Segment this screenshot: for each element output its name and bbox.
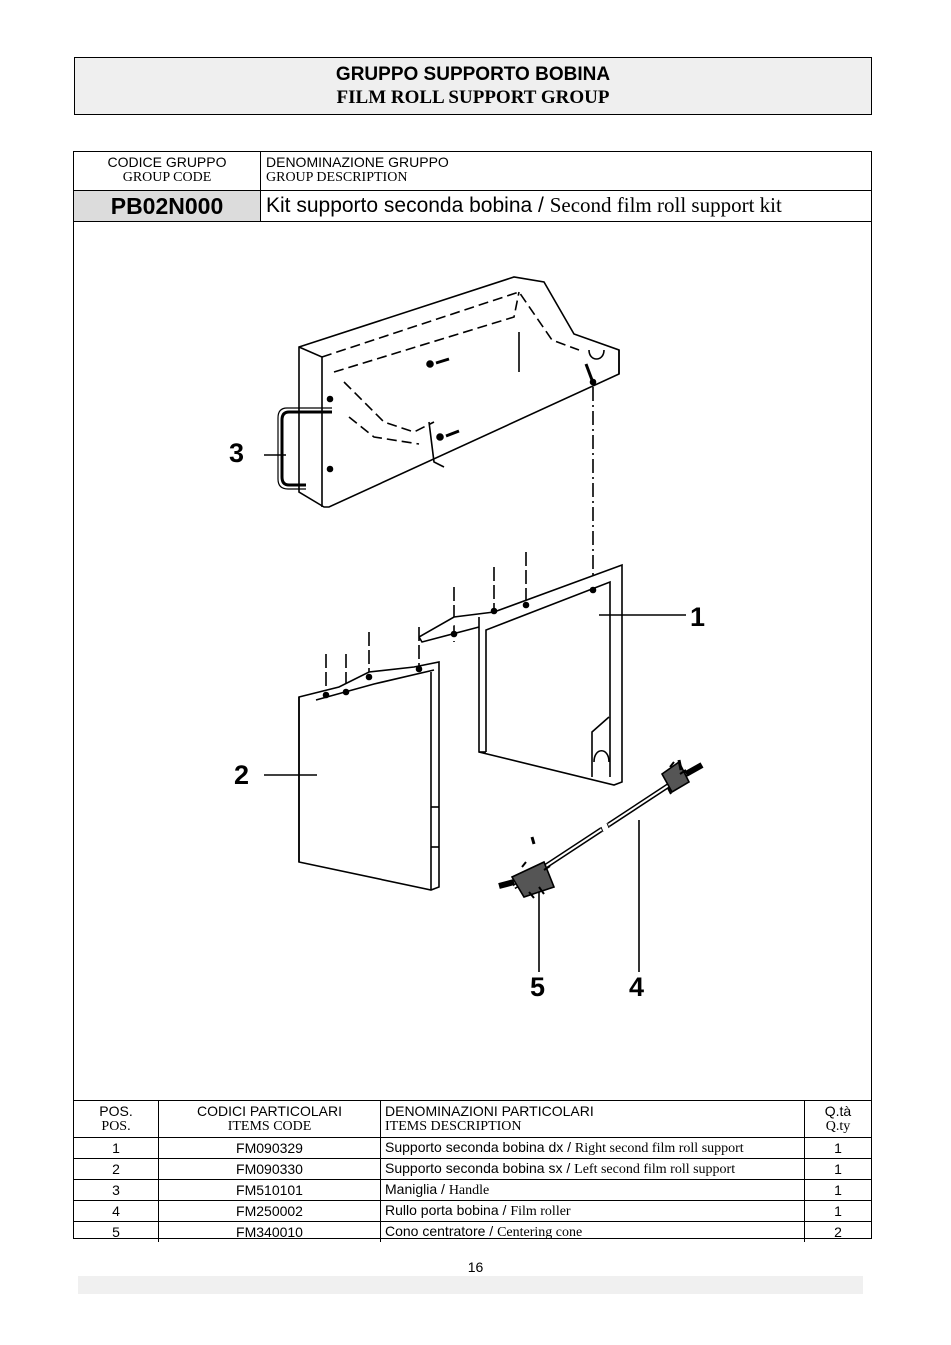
part-description-en: Film roller [510, 1204, 571, 1219]
part-pos: 1 [74, 1138, 159, 1159]
part-qty: 1 [805, 1180, 872, 1201]
part-code: FM510101 [159, 1180, 381, 1201]
part-description [381, 1201, 805, 1222]
parts-sheet [73, 151, 872, 1239]
part-description-it: Supporto seconda bobina sx / [385, 1160, 575, 1176]
part-description-en: Left second film roll support [574, 1162, 736, 1177]
callout-1: 1 [690, 602, 706, 632]
part-code: FM090329 [159, 1138, 381, 1159]
table-row [74, 1159, 871, 1180]
part-code: FM090330 [159, 1159, 381, 1180]
left-support-panel-drawing [299, 662, 439, 890]
callout-3: 3 [229, 438, 245, 468]
part-description [381, 1159, 805, 1180]
part-pos: 5 [74, 1222, 159, 1243]
part-qty: 1 [805, 1159, 872, 1180]
table-row [74, 1201, 871, 1222]
part-code: FM250002 [159, 1201, 381, 1222]
part-description-en: Handle [448, 1183, 490, 1198]
top-frame-drawing [278, 277, 619, 507]
qty-header-it: Q.tà [824, 1103, 852, 1119]
part-pos: 3 [74, 1180, 159, 1201]
part-description [381, 1180, 805, 1201]
part-description [381, 1222, 805, 1243]
page-number: 16 [467, 1259, 484, 1275]
part-description-it: Cono centratore / [385, 1223, 498, 1239]
group-header-row [74, 152, 871, 191]
group-description-it: Kit supporto seconda bobina / [266, 194, 550, 217]
pos-header [74, 1101, 159, 1138]
part-description-it: Supporto seconda bobina dx / [385, 1139, 575, 1155]
part-code: FM340010 [159, 1222, 381, 1243]
part-description-it: Rullo porta bobina / [385, 1202, 511, 1218]
table-row [74, 1222, 871, 1243]
qty-header-en: Q.ty [825, 1119, 851, 1134]
desc-header [381, 1101, 805, 1138]
group-description-en: Second film roll support kit [549, 193, 782, 217]
group-desc-label-it: DENOMINAZIONE GRUPPO [266, 154, 449, 170]
pos-header-en: POS. [101, 1119, 131, 1134]
code-header-it: CODICI PARTICOLARI [197, 1103, 342, 1119]
part-qty: 2 [805, 1222, 872, 1243]
exploded-view-drawing [74, 222, 871, 1100]
parts-table [74, 1100, 871, 1242]
desc-header-en: ITEMS DESCRIPTION [385, 1119, 522, 1134]
part-qty: 1 [805, 1138, 872, 1159]
group-description [262, 191, 871, 221]
group-desc-header [262, 152, 871, 190]
part-qty: 1 [805, 1201, 872, 1222]
group-code-label-en: GROUP CODE [122, 170, 212, 185]
callout-5: 5 [530, 972, 546, 1002]
group-code-label-it: CODICE GRUPPO [107, 154, 227, 170]
desc-header-it: DENOMINAZIONI PARTICOLARI [385, 1103, 594, 1119]
pos-header-it: POS. [99, 1103, 133, 1119]
callout-4: 4 [629, 972, 645, 1002]
table-row [74, 1138, 871, 1159]
group-code-row [74, 191, 871, 222]
callout-2: 2 [234, 760, 250, 790]
table-row [74, 1180, 871, 1201]
group-code-header [74, 152, 261, 190]
part-description-en: Centering cone [497, 1225, 583, 1240]
page-title-box [74, 57, 872, 115]
page-title-italian: GRUPPO SUPPORTO BOBINA [335, 64, 611, 85]
qty-header [805, 1101, 872, 1138]
code-header-en: ITEMS CODE [227, 1119, 312, 1134]
footer-bar [78, 1276, 863, 1294]
part-description-en: Right second film roll support [574, 1141, 744, 1156]
part-pos: 2 [74, 1159, 159, 1180]
part-pos: 4 [74, 1201, 159, 1222]
group-code: PB02N000 [74, 191, 261, 221]
right-support-panel-drawing [419, 565, 622, 785]
exploded-view-illustration [74, 222, 871, 1100]
page-title-english: FILM ROLL SUPPORT GROUP [336, 87, 610, 108]
part-description [381, 1138, 805, 1159]
part-description-it: Maniglia / [385, 1181, 449, 1197]
code-header [159, 1101, 381, 1138]
group-desc-label-en: GROUP DESCRIPTION [266, 170, 408, 185]
parts-table-header [74, 1101, 871, 1138]
